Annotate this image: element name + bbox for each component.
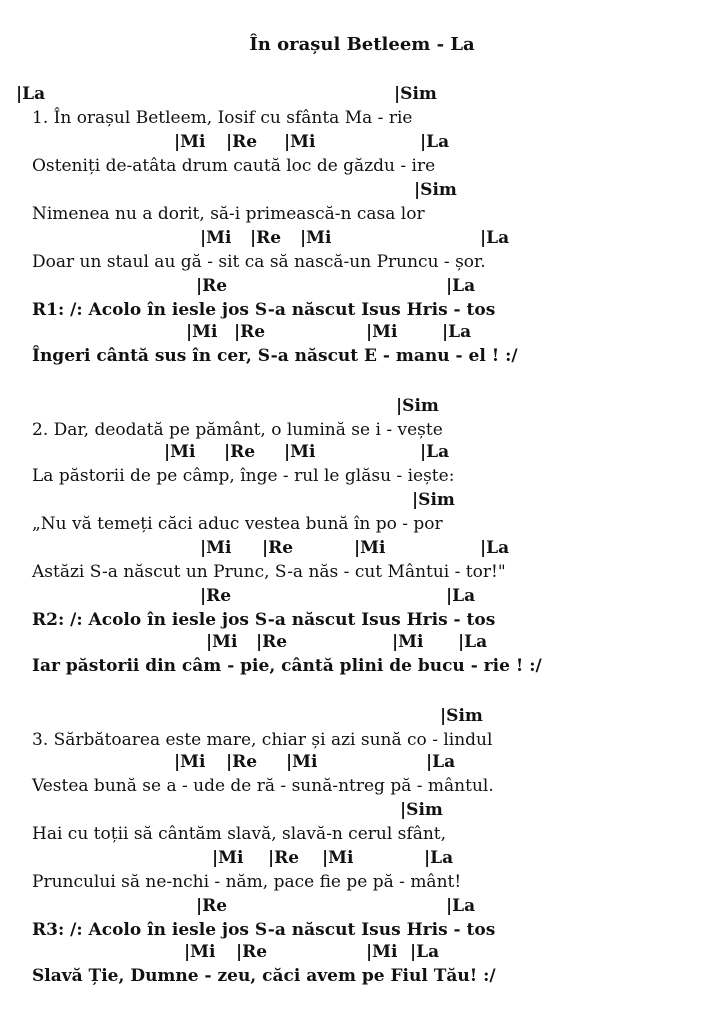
chord-marker: |La xyxy=(458,632,488,652)
lyric-line xyxy=(32,872,712,898)
chord-line xyxy=(32,132,712,158)
chord-line xyxy=(32,942,712,968)
chord-marker: |La xyxy=(420,442,450,462)
chord-marker: |Mi xyxy=(200,538,232,558)
chord-marker: |Re xyxy=(256,632,288,652)
chord-line xyxy=(32,538,712,564)
chord-marker: |Mi xyxy=(366,322,398,342)
chord-line xyxy=(32,322,712,348)
chord-marker: |Re xyxy=(262,538,294,558)
lyric-line xyxy=(32,156,712,182)
chord-marker: |Re xyxy=(196,896,228,916)
chord-marker: |La xyxy=(442,322,472,342)
lyric-text: Doar un staul au gă - sit ca să nască-un Pruncu - șor. xyxy=(32,252,486,272)
chord-marker: |Re xyxy=(236,942,268,962)
chord-marker: |Mi xyxy=(392,632,424,652)
chord-line xyxy=(32,632,712,658)
chord-marker: |Mi xyxy=(366,942,398,962)
lyric-line xyxy=(32,514,712,540)
chord-marker: |Mi xyxy=(354,538,386,558)
chord-marker: |Re xyxy=(226,132,258,152)
lyric-line xyxy=(32,776,712,802)
refrain-line xyxy=(32,966,712,992)
chord-marker: |Sim xyxy=(412,490,455,510)
chord-marker: |La xyxy=(410,942,440,962)
chord-marker: |Mi xyxy=(206,632,238,652)
chord-line xyxy=(32,490,712,516)
chord-marker: |La xyxy=(480,538,510,558)
chord-marker: |Mi xyxy=(322,848,354,868)
lyric-text: 1. În orașul Betleem, Iosif cu sfânta Ma - rie xyxy=(32,108,413,128)
chord-marker: |La xyxy=(446,586,476,606)
lyric-line xyxy=(32,108,712,134)
chord-marker: |Sim xyxy=(396,396,439,416)
lyric-text: Îngeri cântă sus în cer, S-a născut E - manu - el ! :/ xyxy=(32,346,518,366)
chord-marker: |Re xyxy=(224,442,256,462)
chord-marker: |La xyxy=(446,276,476,296)
refrain-line xyxy=(32,656,712,682)
chord-marker: |Re xyxy=(226,752,258,772)
lyric-line xyxy=(32,824,712,850)
lyric-line xyxy=(32,466,712,492)
lyric-line xyxy=(32,204,712,230)
chord-marker: |Re xyxy=(250,228,282,248)
chord-line xyxy=(32,276,712,302)
chord-marker: |Sim xyxy=(394,84,437,104)
chord-line xyxy=(32,800,712,826)
lyric-text: Slavă Ție, Dumne - zeu, căci avem pe Fiul Tău! :/ xyxy=(32,966,496,986)
chord-marker: |Sim xyxy=(440,706,483,726)
refrain-line xyxy=(32,346,712,372)
chord-marker: |Sim xyxy=(414,180,457,200)
chord-marker: |Mi xyxy=(184,942,216,962)
chord-marker: |La xyxy=(426,752,456,772)
lyric-text: Hai cu toții să cântăm slavă, slavă-n cerul sfânt, xyxy=(32,824,447,844)
chord-marker: |Re xyxy=(268,848,300,868)
lyric-text: Pruncului să ne-nchi - năm, pace fie pe pă - mânt! xyxy=(32,872,462,892)
chord-line xyxy=(32,586,712,612)
chord-marker: |Mi xyxy=(212,848,244,868)
chord-marker: |Re xyxy=(200,586,232,606)
chord-marker: |Mi xyxy=(286,752,318,772)
chord-marker: |Mi xyxy=(284,132,316,152)
chord-line xyxy=(32,752,712,778)
chord-marker: |Sim xyxy=(400,800,443,820)
chord-line xyxy=(32,442,712,468)
lyric-text: Nimenea nu a dorit, să-i primească-n casa lor xyxy=(32,204,425,224)
chord-marker: |Mi xyxy=(284,442,316,462)
chord-marker: |La xyxy=(424,848,454,868)
lyric-text: Osteniți de-atâta drum caută loc de găzdu - ire xyxy=(32,156,436,176)
chord-line xyxy=(32,896,712,922)
chord-marker: |La xyxy=(480,228,510,248)
chord-marker: |La xyxy=(16,84,46,104)
lyric-text: Astăzi S-a născut un Prunc, S-a năs - cut Mântui - tor!" xyxy=(32,562,506,582)
chord-line xyxy=(32,228,712,254)
lyric-text: 2. Dar, deodată pe pământ, o lumină se i - vește xyxy=(32,420,443,440)
chord-marker: |Mi xyxy=(300,228,332,248)
chord-line xyxy=(32,706,712,732)
chord-marker: |Mi xyxy=(164,442,196,462)
chord-marker: |Re xyxy=(234,322,266,342)
chord-marker: |La xyxy=(446,896,476,916)
chord-marker: |Mi xyxy=(186,322,218,342)
chord-line xyxy=(32,848,712,874)
chord-marker: |Mi xyxy=(174,752,206,772)
lyric-text: R2: /: Acolo în iesle jos S-a născut Isus Hris - tos xyxy=(32,610,496,630)
chord-line xyxy=(32,180,712,206)
lyric-text: 3. Sărbătoarea este mare, chiar și azi sună co - lindul xyxy=(32,730,493,750)
song-title: În orașul Betleem - La xyxy=(249,34,475,55)
lyric-line xyxy=(32,252,712,278)
chord-marker: |Mi xyxy=(200,228,232,248)
chord-marker: |Mi xyxy=(174,132,206,152)
lyric-text: Iar păstorii din câm - pie, cântă plini de bucu - rie ! :/ xyxy=(32,656,542,676)
lyric-text: Vestea bună se a - ude de ră - sună-ntreg pă - mântul. xyxy=(32,776,494,796)
lyric-text: La păstorii de pe câmp, înge - rul le glăsu - iește: xyxy=(32,466,455,486)
lyric-text: R1: /: Acolo în iesle jos S-a născut Isus Hris - tos xyxy=(32,300,496,320)
chord-marker: |Re xyxy=(196,276,228,296)
lyric-line xyxy=(32,562,712,588)
lyric-text: R3: /: Acolo în iesle jos S-a născut Isus Hris - tos xyxy=(32,920,496,940)
chord-line xyxy=(32,396,712,422)
chord-line xyxy=(16,84,712,110)
chord-marker: |La xyxy=(420,132,450,152)
lyric-text: „Nu vă temeți căci aduc vestea bună în po - por xyxy=(32,514,443,534)
